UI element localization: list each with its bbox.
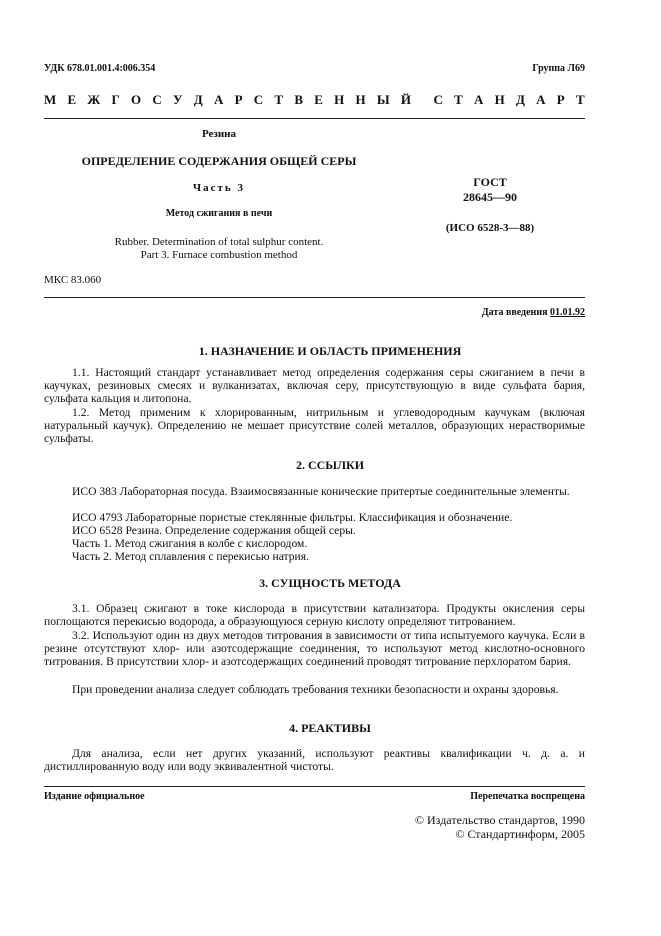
part-label: Часть 3: [193, 182, 245, 194]
banner-letter: Н: [494, 92, 505, 107]
banner-letter: У: [173, 92, 183, 107]
section-2-heading: 2. ССЫЛКИ: [295, 458, 365, 472]
english-title-line2: Part 3. Furnace combustion method: [140, 249, 298, 261]
section-1-heading: 1. НАЗНАЧЕНИЕ И ОБЛАСТЬ ПРИМЕНЕНИЯ: [198, 344, 462, 358]
reference-part-1: Часть 1. Метод сжигания в колбе с кислородом.: [72, 537, 308, 550]
footer-rule: [44, 786, 585, 787]
intro-date-label: Дата введения: [481, 307, 548, 318]
paragraph-3-3: При проведении анализа следует соблюдать требования техники безопасности и охраны здоровья.: [72, 683, 559, 696]
paragraph-1-1: 1.1. Настоящий стандарт устанавливает метод определения содержания серы сжиганием в печи в каучуках, резиновых смесях и вулканизатах, включая серу, присутствующую в виде сульфата бария, сульфата кальция и литопона.: [44, 366, 585, 405]
banner-letter: С: [433, 92, 443, 107]
banner-letter: О: [131, 92, 142, 107]
introduction-date: [482, 307, 585, 318]
udk-code: УДК 678.01.001.4:006.354: [44, 63, 156, 74]
paragraph-1-2: 1.2. Метод применим к хлорированным, нитрильным и углеводородным каучукам (включая натуральный каучук). Определению не мешает присутствие солей металлов, образующих нерастворимые сульфаты.: [44, 406, 585, 445]
interstate-standard-banner: [44, 92, 585, 108]
banner-letter: Ы: [376, 92, 390, 107]
group-code: Группа Л69: [532, 63, 585, 74]
banner-letter: Е: [67, 92, 77, 107]
header-rule: [44, 297, 585, 298]
banner-letter: Д: [193, 92, 203, 107]
paragraph-4: Для анализа, если нет других указаний, используют реактивы квалификации ч. д. а. и дистиллированную воду или воду эквивалентной чистоты.: [44, 747, 585, 773]
official-edition: Издание официальное: [44, 791, 145, 802]
banner-letter: Т: [274, 92, 284, 107]
banner-letter: Д: [515, 92, 525, 107]
copyright-standartinform: © Стандартинформ, 2005: [455, 827, 585, 841]
banner-letter: М: [44, 92, 57, 107]
reference-iso-4793: ИСО 4793 Лабораторные пористые стеклянные фильтры. Классификация и обозначение.: [72, 511, 513, 524]
banner-letter: С: [253, 92, 264, 107]
banner-letter: Р: [556, 92, 565, 107]
section-3-heading: 3. СУЩНОСТЬ МЕТОДА: [259, 576, 401, 590]
banner-letter: А: [536, 92, 546, 107]
iso-reference: (ИСО 6528-3—88): [445, 222, 535, 234]
gost-label: ГОСТ: [473, 175, 507, 189]
reference-part-2: Часть 2. Метод сплавления с перекисью натрия.: [72, 550, 309, 563]
gost-number: 28645—90: [463, 190, 517, 204]
method-label: Метод сжигания в печи: [165, 208, 273, 219]
copyright-publisher: © Издательство стандартов, 1990: [414, 813, 585, 827]
banner-letter: Й: [400, 92, 411, 107]
document-title: ОПРЕДЕЛЕНИЕ СОДЕРЖАНИЯ ОБЩЕЙ СЕРЫ: [81, 154, 357, 168]
paragraph-3-2: 3.2. Используют один из двух методов титрования в зависимости от типа испытуемого каучука. Если в резине отсутствуют хлор- или азотсодержащие соединения, то используют метод кислотно-основного титрования. В присутствии хлор- и азотсодержащих соединений проводят титрование перхлоратом бария.: [44, 629, 585, 668]
reference-iso-383: ИСО 383 Лабораторная посуда. Взаимосвязанные конические притертые соединительные элементы.: [72, 485, 570, 498]
section-4-heading: 4. РЕАКТИВЫ: [289, 721, 371, 735]
banner-letter: Т: [454, 92, 463, 107]
banner-letter: Н: [355, 92, 366, 107]
banner-letter: В: [294, 92, 303, 107]
banner-rule: [44, 118, 585, 119]
banner-letter: А: [213, 92, 224, 107]
banner-letter: А: [473, 92, 484, 107]
banner-letter: С: [152, 92, 162, 107]
reference-iso-6528: ИСО 6528 Резина. Определение содержания общей серы.: [72, 524, 356, 537]
banner-letter: Е: [314, 92, 323, 107]
banner-letter: Р: [234, 92, 243, 107]
material-title: Резина: [201, 128, 237, 140]
banner-letter: Ж: [87, 92, 101, 107]
english-title-line1: Rubber. Determination of total sulphur content.: [114, 236, 324, 248]
banner-letter: Н: [334, 92, 345, 107]
reprint-prohibited: Перепечатка воспрещена: [470, 791, 585, 802]
banner-letter: Г: [111, 92, 120, 107]
intro-date-value: 01.01.92: [550, 307, 585, 318]
paragraph-3-1: 3.1. Образец сжигают в токе кислорода в присутствии катализатора. Продукты окисления серы поглощаются перекисью водорода, а образующуюся серную кислоту определяют титрованием.: [44, 602, 585, 628]
mks-code: МКС 83.060: [44, 274, 102, 286]
banner-letter: Т: [575, 92, 585, 107]
